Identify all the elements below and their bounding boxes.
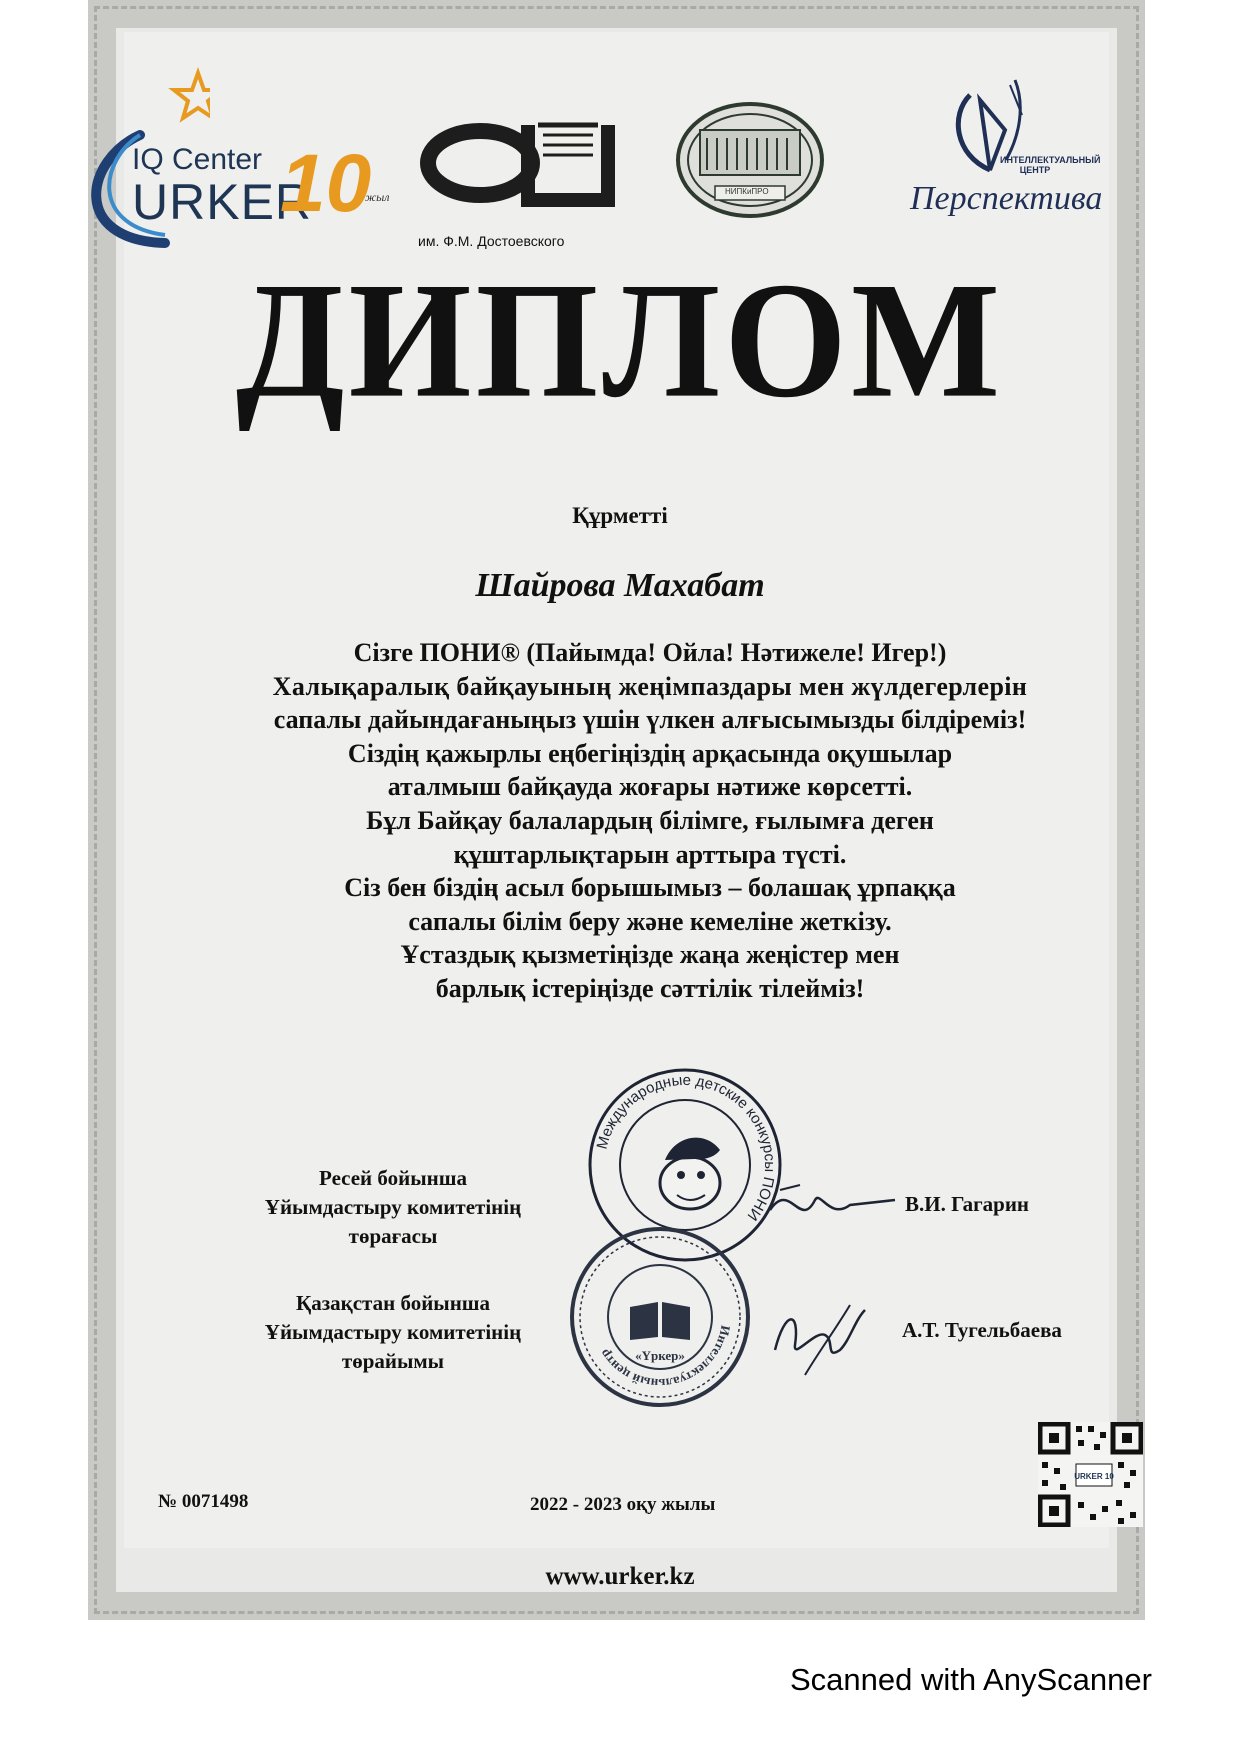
urker-center-text: «Үркер» — [635, 1348, 685, 1363]
urker-ring-text: Интеллектуальный центр — [596, 1324, 734, 1392]
body-line: Сіз бен біздің асыл борышымыз – болашақ ұрпаққа — [344, 873, 956, 903]
pony-face-icon — [660, 1138, 720, 1209]
omgu-logo — [418, 105, 618, 249]
body-line: Бұл Байқау балалардың білімге, ғылымға деген — [366, 805, 934, 835]
anniversary-number: 10 — [280, 138, 372, 229]
academic-year: 2022 - 2023 оқу жылы — [530, 1494, 716, 1515]
signer-name-russia: В.И. Гагарин — [905, 1192, 1030, 1216]
diploma-title: ДИПЛОМ — [235, 248, 1005, 433]
perspektiva-title: Перспектива — [910, 180, 1103, 217]
body-line: Сізге ПОНИ® (Пайымда! Ойла! Нәтижеле! Игер!) — [353, 638, 947, 667]
website-url: www.urker.kz — [545, 1563, 695, 1590]
body-line: Сіздің қажырлы еңбегіңіздің арқасында оқушылар — [347, 738, 953, 768]
body-line: сапалы дайындағаныңыз үшін үлкен алғысымызды білдіреміз! — [273, 705, 1027, 735]
body-line: Ұстаздық қызметіңізде жаңа жеңістер мен — [400, 940, 900, 970]
perspektiva-logo — [910, 75, 1103, 245]
anniversary-word: жыл — [365, 190, 390, 204]
role-line: Ұйымдастыру комитетінің — [264, 1320, 522, 1344]
body-line: барлық істеріңізде сәттілік тілейміз! — [435, 973, 865, 1003]
ninkpro-building-icon — [675, 100, 825, 220]
role-line: төрағасы — [348, 1224, 438, 1248]
role-line: Ресей бойынша — [319, 1166, 467, 1190]
ninkpro-label: НИПКиПРО — [725, 187, 769, 196]
diploma-body — [200, 636, 1100, 1006]
qr-code-icon — [1038, 1422, 1143, 1527]
signature-block-kazakhstan — [208, 1289, 578, 1376]
scanner-watermark: Scanned with AnyScanner — [790, 1662, 1152, 1697]
signer-name-kazakhstan: А.Т. Тугельбаева — [902, 1318, 1062, 1342]
body-line: құштарлықтарын арттыра түсті. — [453, 839, 847, 869]
poni-ring-text: Международные детские конкурсы ПОНИ — [593, 1071, 779, 1224]
role-line: төрайымы — [341, 1349, 445, 1373]
body-line: аталмыш байқауда жоғары нәтиже көрсетті. — [387, 772, 913, 802]
ninkpro-seal-logo — [675, 100, 825, 220]
omgu-caption: им. Ф.М. Достоевского — [418, 233, 565, 249]
recipient-name: Шайрова Махабат — [475, 567, 765, 604]
signature-tugelbaeva — [765, 1290, 875, 1380]
omgu-emblem-icon — [418, 105, 618, 225]
role-line: Қазақстан бойынша — [295, 1291, 491, 1315]
iq-center-text: IQ Center — [132, 143, 263, 176]
signature-gagarin — [760, 1170, 900, 1240]
perspektiva-subtitle: ИНТЕЛЛЕКТУАЛЬНЫЙ ЦЕНТР — [1000, 155, 1101, 175]
body-line: сапалы білім беру және кемеліне жеткізу. — [408, 906, 892, 936]
iq-center-urker-logo — [70, 65, 400, 275]
urker-stamp — [565, 1222, 755, 1412]
role-line: Ұйымдастыру комитетінің — [264, 1195, 522, 1219]
diploma-number: № 0071498 — [158, 1491, 249, 1512]
urker-text: URKER — [132, 174, 313, 230]
body-line: Халықаралық байқауының жеңімпаздары мен жүлдегерлерін — [272, 671, 1028, 701]
salutation: Құрметті — [572, 503, 668, 528]
qr-label: URKER 10 — [1074, 1472, 1114, 1481]
open-book-icon — [630, 1302, 690, 1340]
signature-block-russia — [208, 1164, 578, 1251]
